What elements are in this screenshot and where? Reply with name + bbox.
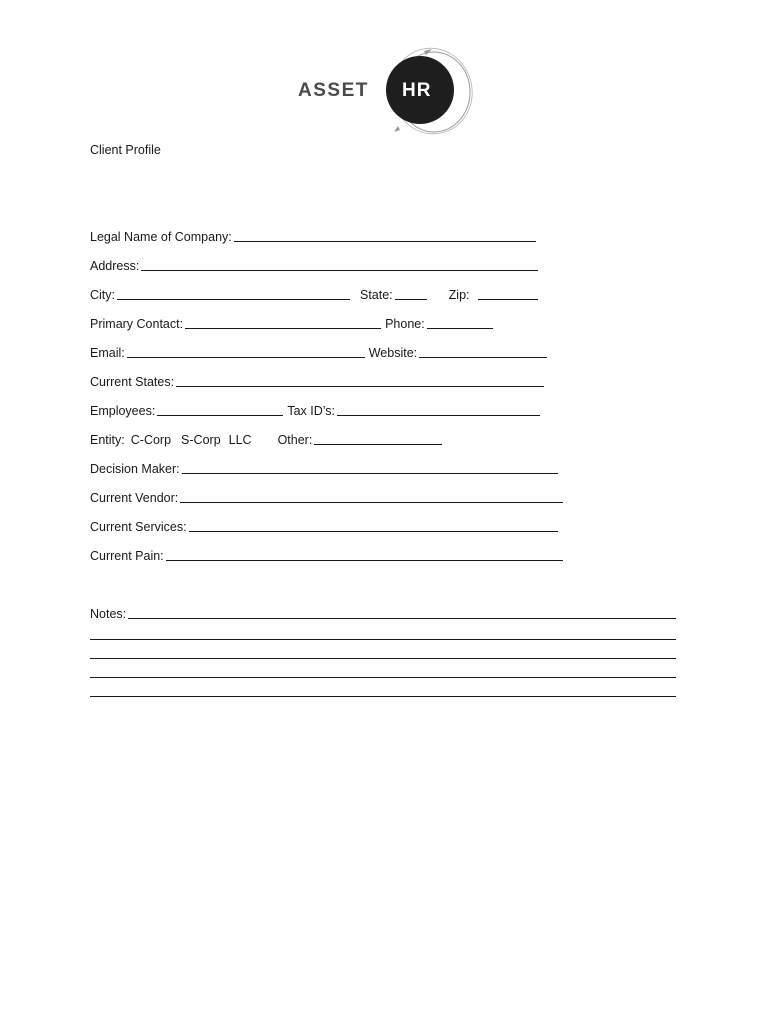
employees-label: Employees: bbox=[90, 404, 156, 418]
asset-hr-logo bbox=[296, 44, 476, 140]
notes-label: Notes: bbox=[90, 607, 127, 621]
state-blank[interactable] bbox=[395, 298, 427, 300]
entity-ccorp-option[interactable]: C-Corp bbox=[130, 433, 172, 447]
field-employees-taxids bbox=[90, 404, 542, 418]
current-states-blank[interactable] bbox=[176, 385, 544, 387]
notes-line[interactable] bbox=[90, 677, 676, 678]
city-blank[interactable] bbox=[117, 298, 350, 300]
notes-line[interactable] bbox=[90, 639, 676, 640]
notes-line[interactable] bbox=[90, 696, 676, 697]
field-entity bbox=[90, 433, 444, 447]
legal-name-blank[interactable] bbox=[234, 240, 536, 242]
field-current-states bbox=[90, 375, 546, 389]
current-vendor-blank[interactable] bbox=[180, 501, 563, 503]
other-blank[interactable] bbox=[314, 443, 442, 445]
zip-blank[interactable] bbox=[478, 298, 538, 300]
field-email-website bbox=[90, 346, 549, 360]
primary-contact-label: Primary Contact: bbox=[90, 317, 184, 331]
field-address bbox=[90, 259, 540, 273]
entity-llc-option[interactable]: LLC bbox=[228, 433, 252, 447]
city-label: City: bbox=[90, 288, 115, 302]
decision-maker-blank[interactable] bbox=[182, 472, 558, 474]
current-vendor-label: Current Vendor: bbox=[90, 491, 179, 505]
other-label: Other: bbox=[277, 433, 313, 447]
notes-blank-first[interactable] bbox=[128, 617, 676, 619]
email-blank[interactable] bbox=[127, 356, 365, 358]
zip-label: Zip: bbox=[448, 288, 470, 302]
field-decision-maker bbox=[90, 462, 560, 476]
employees-blank[interactable] bbox=[157, 414, 283, 416]
tax-ids-label: Tax ID’s: bbox=[287, 404, 336, 418]
page-title: Client Profile bbox=[90, 143, 161, 157]
field-notes bbox=[90, 607, 678, 621]
logo-hr-text: HR bbox=[402, 80, 432, 101]
state-label: State: bbox=[360, 288, 393, 302]
field-primary-contact-phone bbox=[90, 317, 495, 331]
field-current-services bbox=[90, 520, 560, 534]
address-blank[interactable] bbox=[141, 269, 538, 271]
decision-maker-label: Decision Maker: bbox=[90, 462, 180, 476]
website-blank[interactable] bbox=[419, 356, 547, 358]
logo-asset-text: ASSET bbox=[298, 80, 369, 101]
current-services-label: Current Services: bbox=[90, 520, 187, 534]
primary-contact-blank[interactable] bbox=[185, 327, 381, 329]
current-pain-blank[interactable] bbox=[166, 559, 563, 561]
website-label: Website: bbox=[368, 346, 418, 360]
phone-label: Phone: bbox=[385, 317, 425, 331]
current-services-blank[interactable] bbox=[189, 530, 558, 532]
field-current-vendor bbox=[90, 491, 565, 505]
email-label: Email: bbox=[90, 346, 125, 360]
phone-blank[interactable] bbox=[427, 327, 493, 329]
entity-label: Entity: bbox=[90, 433, 125, 447]
field-city-state-zip bbox=[90, 288, 540, 302]
current-states-label: Current States: bbox=[90, 375, 175, 389]
legal-name-label: Legal Name of Company: bbox=[90, 230, 232, 244]
field-current-pain bbox=[90, 549, 565, 563]
current-pain-label: Current Pain: bbox=[90, 549, 164, 563]
notes-line[interactable] bbox=[90, 658, 676, 659]
field-legal-name bbox=[90, 230, 538, 244]
address-label: Address: bbox=[90, 259, 140, 273]
tax-ids-blank[interactable] bbox=[337, 414, 540, 416]
entity-scorp-option[interactable]: S-Corp bbox=[181, 433, 221, 447]
asset-hr-logo-graphic bbox=[296, 44, 476, 140]
